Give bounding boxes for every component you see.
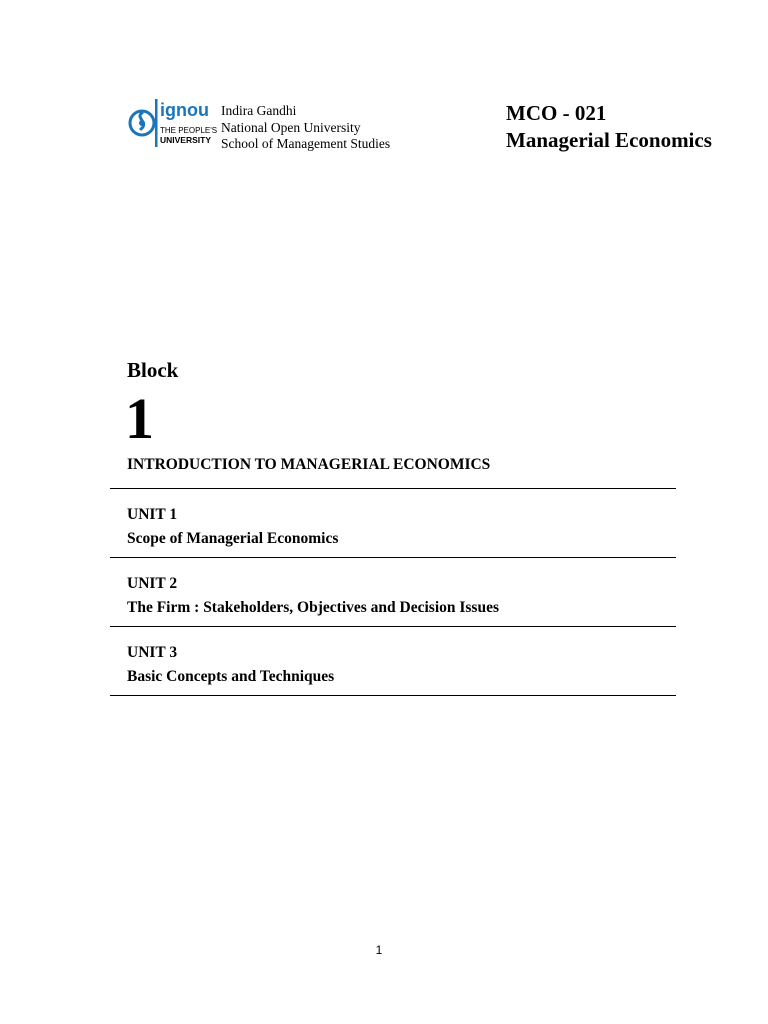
page-number: 1 [375,943,383,957]
ignou-emblem-icon [127,96,218,152]
university-line-2: National Open University [221,119,361,135]
course-heading [506,100,712,154]
course-title: Managerial Economics [506,128,712,152]
logo-tagline-1: THE PEOPLE'S [160,126,218,135]
unit-row-3 [110,627,676,696]
university-line-1: Indira Gandhi [221,103,297,118]
unit-title: Basic Concepts and Techniques [127,668,335,685]
unit-title: The Firm : Stakeholders, Objectives and Decision Issues [127,599,499,616]
logo-tagline-2: UNIVERSITY [160,135,212,145]
unit-label: UNIT 2 [127,575,178,592]
unit-label: UNIT 3 [127,644,178,661]
university-line-3: School of Management Studies [221,136,391,151]
unit-row-1 [110,489,676,558]
logo-wordmark: ignou [160,100,209,120]
unit-title: Scope of Managerial Economics [127,530,339,547]
block-title: INTRODUCTION TO MANAGERIAL ECONOMICS [127,456,491,473]
unit-list [110,488,676,696]
unit-label: UNIT 1 [127,506,178,523]
unit-row-2 [110,558,676,627]
block-number: 1 [125,386,154,451]
ignou-logo [127,96,218,152]
course-code: MCO - 021 [506,101,607,125]
university-name [221,103,390,153]
block-label: Block [127,358,179,382]
